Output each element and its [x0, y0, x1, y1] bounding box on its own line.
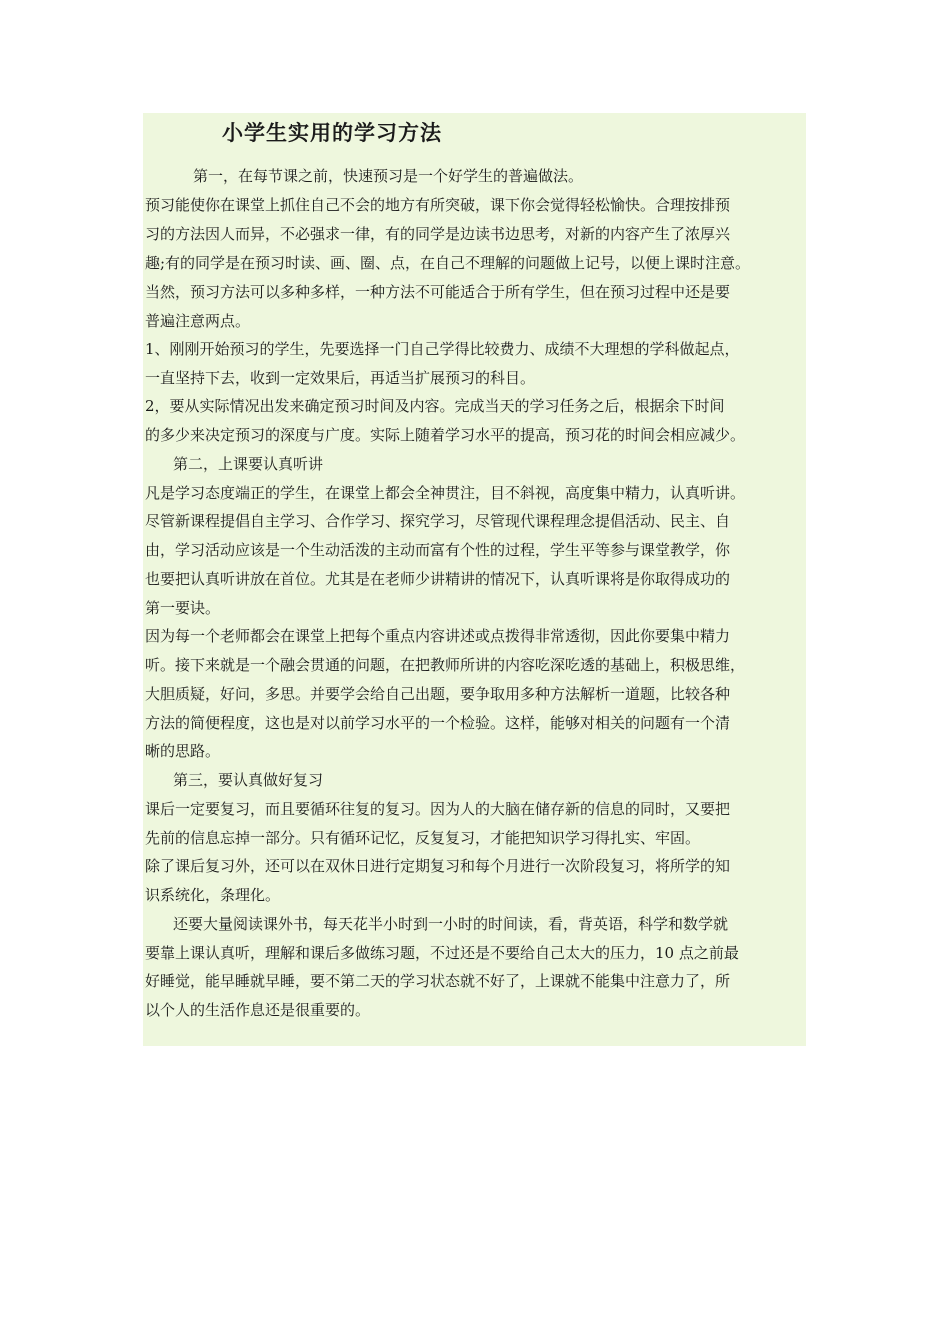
paragraph-line: 2，要从实际情况出发来确定预习时间及内容。完成当天的学习任务之后，根据余下时间 — [145, 397, 725, 415]
paragraph-line: 识系统化，条理化。 — [145, 886, 281, 904]
paragraph-line: 要靠上课认真听，理解和课后多做练习题，不过还是不要给自己太大的压力，10 点之前最 — [145, 944, 739, 962]
paragraph-line: 1、刚刚开始预习的学生，先要选择一门自己学得比较费力、成绩不大理想的学科做起点， — [145, 340, 740, 358]
paragraph-line: 第一，在每节课之前，快速预习是一个好学生的普遍做法。 — [193, 167, 584, 185]
paragraph-line: 以个人的生活作息还是很重要的。 — [145, 1001, 371, 1019]
paragraph-line: 尽管新课程提倡自主学习、合作学习、探究学习，尽管现代课程理念提倡活动、民主、自 — [145, 512, 731, 530]
paragraph-line: 好睡觉，能早睡就早睡，要不第二天的学习状态就不好了，上课就不能集中注意力了，所 — [145, 972, 731, 990]
paragraph-line: 趣;有的同学是在预习时读、画、圈、点，在自己不理解的问题做上记号，以便上课时注意。 — [145, 254, 751, 272]
paragraph-line: 课后一定要复习，而且要循环往复的复习。因为人的大脑在储存新的信息的同时，又要把 — [145, 800, 731, 818]
paragraph-line: 由，学习活动应该是一个生动活泼的主动而富有个性的过程，学生平等参与课堂教学，你 — [145, 541, 731, 559]
paragraph-line: 普遍注意两点。 — [145, 312, 251, 330]
paragraph-line: 除了课后复习外，还可以在双休日进行定期复习和每个月进行一次阶段复习，将所学的知 — [145, 857, 731, 875]
section-heading: 第二，上课要认真听讲 — [173, 455, 324, 473]
paragraph-line: 的多少来决定预习的深度与广度。实际上随着学习水平的提高，预习花的时间会相应减少。 — [145, 426, 746, 444]
paragraph-line: 当然，预习方法可以多种多样，一种方法不可能适合于所有学生，但在预习过程中还是要 — [145, 283, 731, 301]
paragraph-line: 也要把认真听讲放在首位。尤其是在老师少讲精讲的情况下，认真听课将是你取得成功的 — [145, 570, 731, 588]
paragraph-line: 大胆质疑，好问，多思。并要学会给自己出题，要争取用多种方法解析一道题，比较各种 — [145, 685, 731, 703]
paragraph-line: 听。接下来就是一个融会贯通的问题，在把教师所讲的内容吃深吃透的基础上，积极思维， — [145, 656, 746, 674]
section-heading: 第三，要认真做好复习 — [173, 771, 324, 789]
paragraph-line: 预习能使你在课堂上抓住自己不会的地方有所突破，课下你会觉得轻松愉快。合理按排预 — [145, 196, 731, 214]
paragraph-line: 凡是学习态度端正的学生，在课堂上都会全神贯注，目不斜视，高度集中精力，认真听讲。 — [145, 484, 746, 502]
paragraph-line: 先前的信息忘掉一部分。只有循环记忆，反复复习，才能把知识学习得扎实、牢固。 — [145, 829, 701, 847]
paragraph-line: 还要大量阅读课外书，每天花半小时到一小时的时间读，看，背英语，科学和数学就 — [173, 915, 729, 933]
paragraph-line: 第一要诀。 — [145, 599, 221, 617]
paragraph-line: 因为每一个老师都会在课堂上把每个重点内容讲述或点拨得非常透彻，因此你要集中精力 — [145, 627, 731, 645]
paragraph-line: 一直坚持下去，收到一定效果后，再适当扩展预习的科目。 — [145, 369, 536, 387]
paragraph-line: 方法的简便程度，这也是对以前学习水平的一个检验。这样，能够对相关的问题有一个清 — [145, 714, 731, 732]
paragraph-line: 晰的思路。 — [145, 742, 221, 760]
paragraph-line: 习的方法因人而异，不必强求一律，有的同学是边读书边思考，对新的内容产生了浓厚兴 — [145, 225, 731, 243]
page-title: 小学生实用的学习方法 — [222, 120, 442, 145]
